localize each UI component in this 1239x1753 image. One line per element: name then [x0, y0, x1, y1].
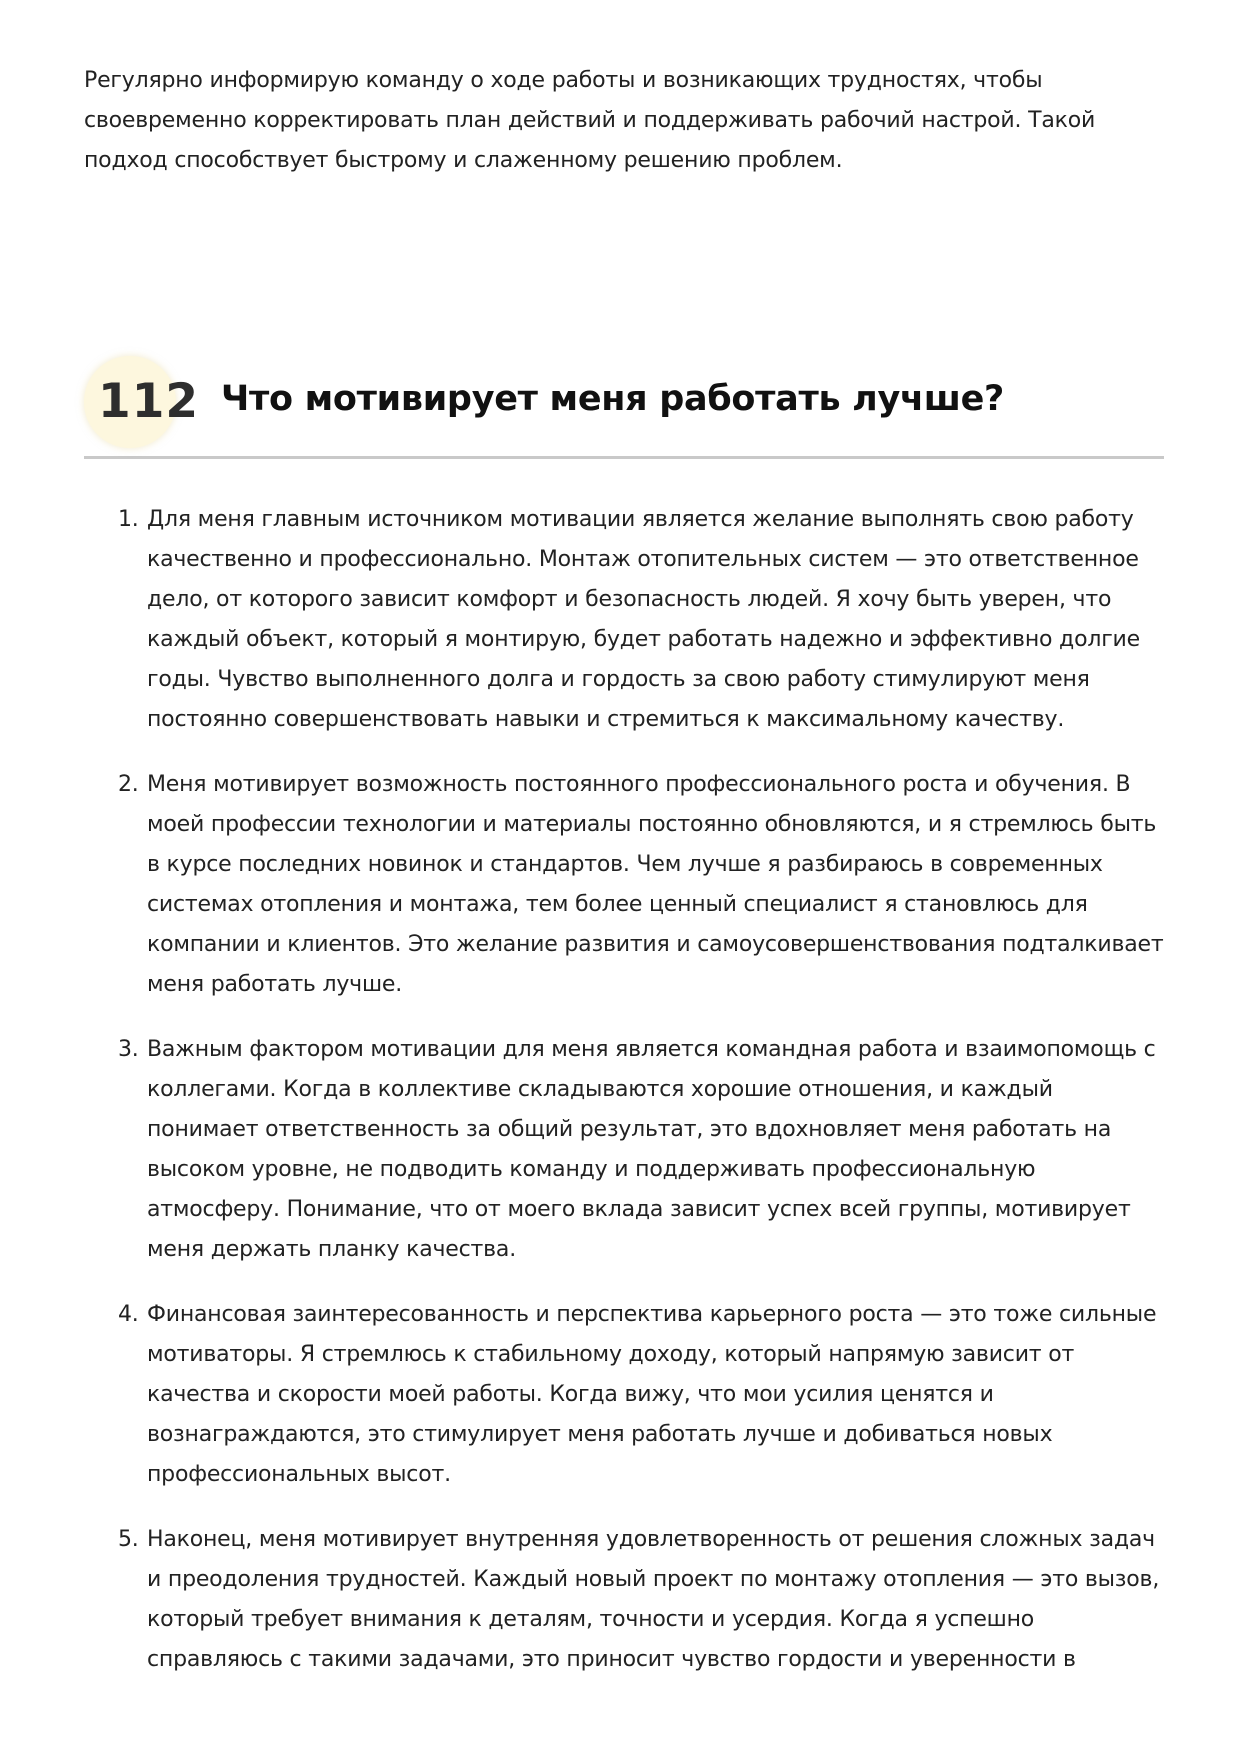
answer-number: 2.	[118, 772, 139, 797]
question-title: Что мотивирует меня работать лучше?	[221, 379, 1005, 419]
answer-number: 5.	[118, 1527, 139, 1552]
answer-list	[84, 500, 1164, 1705]
answer-item	[84, 1295, 1164, 1495]
answer-item	[84, 500, 1164, 740]
answer-item	[84, 1030, 1164, 1270]
intro-paragraph: Регулярно информирую команду о ходе работы и возникающих трудностях, чтобы своевременно корректировать план действий и поддерживать рабочий настрой. Такой подход способствует быстрому и слаженному решению проблем.	[84, 68, 1096, 173]
answer-text: Финансовая заинтересованность и перспектива карьерного роста — это тоже сильные мотиваторы. Я стремлюсь к стабильному доходу, который напрямую зависит от качества и скорости моей работы. Когда вижу, что мои усилия ценятся и вознаграждаются, это стимулирует меня работать лучше и добиваться новых профессиональных высот.	[147, 1302, 1157, 1487]
answer-number: 3.	[118, 1037, 139, 1062]
answer-text: Наконец, меня мотивирует внутренняя удовлетворенность от решения сложных задач и преодоления трудностей. Каждый новый проект по монтажу отопления — это вызов, который требует внимания к деталям, точности и усердия. Когда я успешно справляюсь с такими задачами, это приносит чувство гордости и уверенности в	[147, 1527, 1160, 1672]
answer-item	[84, 765, 1164, 1005]
answer-text: Важным фактором мотивации для меня является командная работа и взаимопомощь с коллегами. Когда в коллективе складываются хорошие отношения, и каждый понимает ответственность за общий результат, это вдохновляет меня работать на высоком уровне, не подводить команду и поддерживать профессиональную атмосферу. Понимание, что от моего вклада зависит успех всей группы, мотивирует меня держать планку качества.	[147, 1037, 1156, 1262]
answer-text: Меня мотивирует возможность постоянного профессионального роста и обучения. В моей профессии технологии и материалы постоянно обновляются, и я стремлюсь быть в курсе последних новинок и стандартов. Чем лучше я разбираюсь в современных системах отопления и монтажа, тем более ценный специалист я становлюсь для компании и клиентов. Это желание развития и самоусовершенствования подталкивает меня работать лучше.	[147, 772, 1164, 997]
answer-text: Для меня главным источником мотивации является желание выполнять свою работу качественно и профессионально. Монтаж отопительных систем — это ответственное дело, от которого зависит комфорт и безопасность людей. Я хочу быть уверен, что каждый объект, который я монтирую, будет работать надежно и эффективно долгие годы. Чувство выполненного долга и гордость за свою работу стимулируют меня постоянно совершенствовать навыки и стремиться к максимальному качеству.	[147, 507, 1140, 732]
question-number: 112	[98, 374, 200, 429]
answer-number: 4.	[118, 1302, 139, 1327]
question-number-badge	[84, 356, 200, 448]
answer-item	[84, 1520, 1164, 1680]
question-header	[84, 356, 1164, 459]
answer-number: 1.	[118, 507, 139, 532]
